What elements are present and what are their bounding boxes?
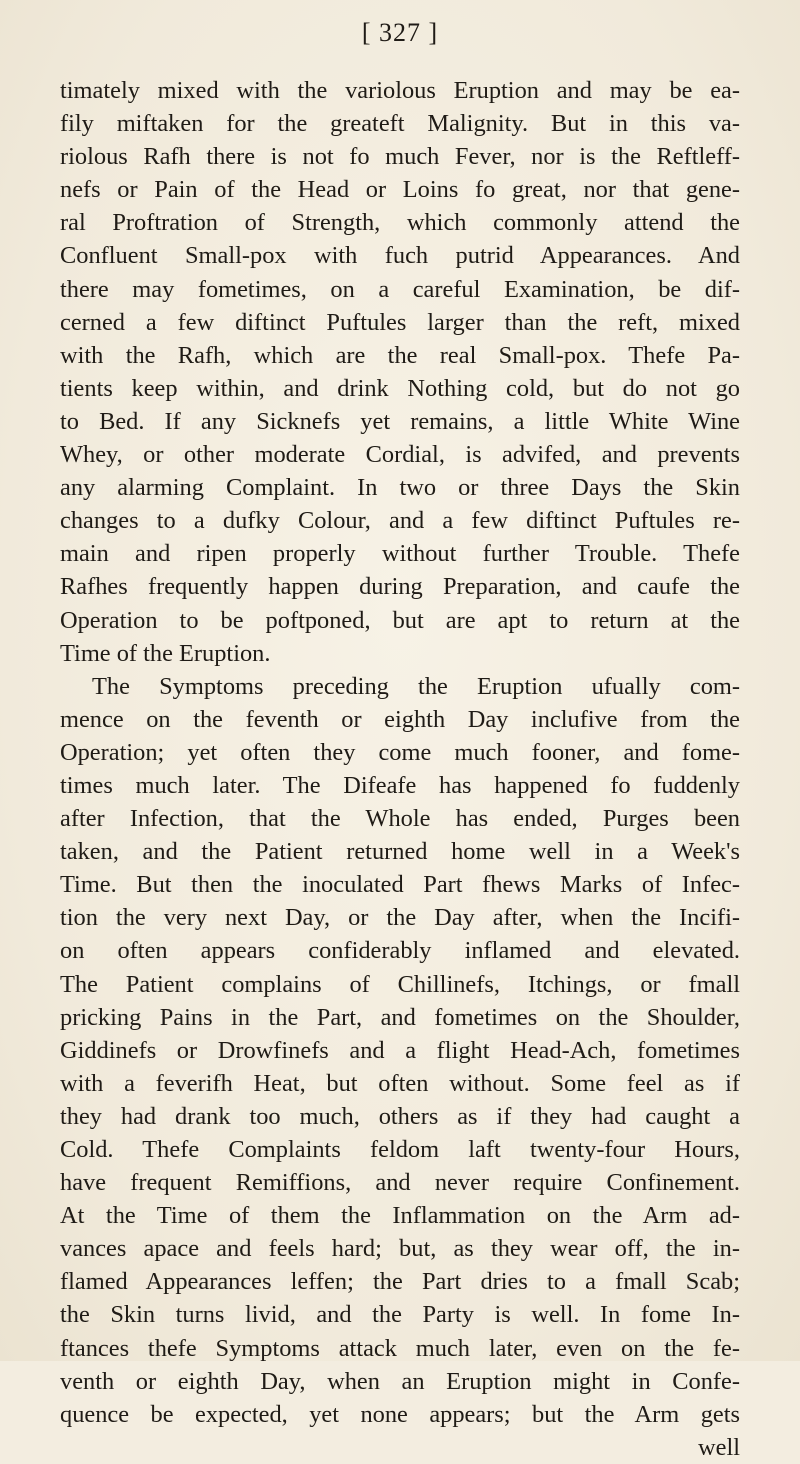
- text-line: tients keep within, and drink Nothing cold, but do not go: [60, 374, 740, 402]
- text-line: they had drank too much, others as if they had caught a: [60, 1102, 740, 1130]
- text-line: tion the very next Day, or the Day after, when the Incifi-: [60, 904, 740, 932]
- text-line: to Bed. If any Sicknefs yet remains, a little White Wine: [60, 407, 740, 435]
- text-line: times much later. The Difeafe has happened fo fuddenly: [60, 771, 740, 799]
- text-line: fily miftaken for the greateft Malignity. But in this va-: [60, 110, 740, 138]
- text-line: Giddinefs or Drowfinefs and a flight Head-Ach, fometimes: [60, 1036, 740, 1064]
- text-line: Whey, or other moderate Cordial, is advifed, and prevents: [60, 441, 740, 469]
- text-line: flamed Appearances leffen; the Part dries to a fmall Scab;: [60, 1268, 740, 1296]
- catchword: well: [698, 1433, 740, 1461]
- text-line: have frequent Remiffions, and never require Confinement.: [60, 1169, 740, 1197]
- text-line: on often appears confiderably inflamed and elevated.: [60, 937, 740, 965]
- text-line: nefs or Pain of the Head or Loins fo great, nor that gene-: [60, 176, 740, 204]
- body-text: [60, 74, 740, 1464]
- text-line: riolous Rafh there is not fo much Fever, nor is the Reftleff-: [60, 143, 740, 171]
- text-line: vances apace and feels hard; but, as they wear off, the in-: [60, 1235, 740, 1263]
- text-line: Operation; yet often they come much fooner, and fome-: [60, 738, 740, 766]
- text-line: mence on the feventh or eighth Day inclufive from the: [60, 705, 740, 733]
- text-line: Rafhes frequently happen during Preparation, and caufe the: [60, 573, 740, 601]
- text-line: Confluent Small-pox with fuch putrid Appearances. And: [60, 242, 740, 270]
- text-line: quence be expected, yet none appears; but the Arm gets: [60, 1400, 740, 1428]
- text-line: The Patient complains of Chillinefs, Itchings, or fmall: [60, 970, 740, 998]
- text-line: At the Time of them the Inflammation on the Arm ad-: [60, 1202, 740, 1230]
- text-line: changes to a dufky Colour, and a few diftinct Puftules re-: [60, 507, 740, 535]
- text-line: taken, and the Patient returned home well in a Week's: [60, 838, 740, 866]
- text-line: after Infection, that the Whole has ended, Purges been: [60, 805, 740, 833]
- text-line: pricking Pains in the Part, and fometimes on the Shoulder,: [60, 1003, 740, 1031]
- text-line: ral Proftration of Strength, which commonly attend the: [60, 209, 740, 237]
- text-line: cerned a few diftinct Puftules larger than the reft, mixed: [60, 308, 740, 336]
- text-line: Cold. Thefe Complaints feldom laft twenty-four Hours,: [60, 1136, 740, 1163]
- text-line: any alarming Complaint. In two or three Days the Skin: [60, 474, 740, 502]
- text-line: Time. But then the inoculated Part fhews Marks of Infec-: [60, 871, 740, 899]
- text-line-paragraph-start: The Symptoms preceding the Eruption ufually com-: [92, 672, 740, 700]
- text-line: with a feverifh Heat, but often without. Some feel as if: [60, 1069, 740, 1097]
- text-line: there may fometimes, on a careful Examination, be dif-: [60, 275, 740, 303]
- text-line-paragraph-end: Time of the Eruption.: [60, 639, 271, 667]
- text-line: venth or eighth Day, when an Eruption might in Confe-: [60, 1367, 740, 1395]
- text-line: main and ripen properly without further Trouble. Thefe: [60, 540, 740, 568]
- text-line: the Skin turns livid, and the Party is well. In fome In-: [60, 1301, 740, 1329]
- text-line: ftances thefe Symptoms attack much later, even on the fe-: [60, 1334, 740, 1362]
- text-line: timately mixed with the variolous Eruption and may be ea-: [60, 77, 740, 104]
- page-number: [ 327 ]: [361, 18, 439, 47]
- text-line: with the Rafh, which are the real Small-pox. Thefe Pa-: [60, 341, 740, 369]
- text-line: Operation to be poftponed, but are apt to return at the: [60, 606, 740, 634]
